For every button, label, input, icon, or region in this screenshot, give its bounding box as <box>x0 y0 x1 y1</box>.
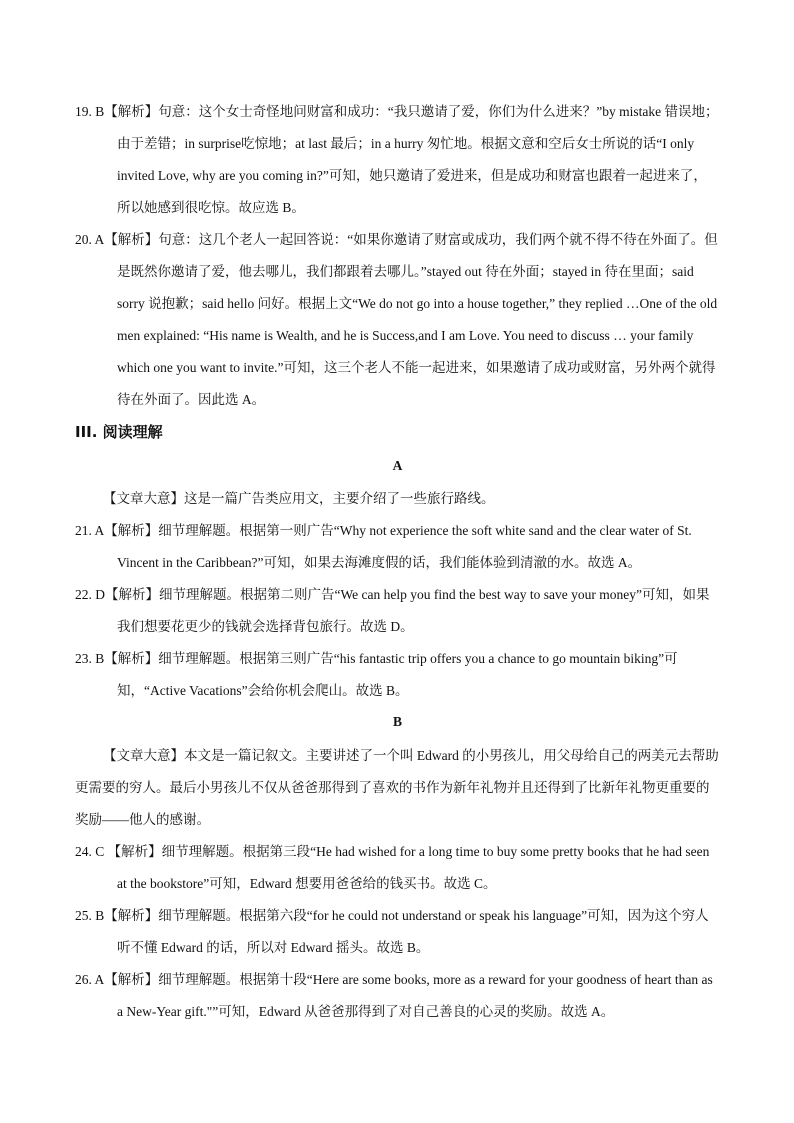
passage-a-label: A <box>392 458 403 473</box>
answer-23: 23. B【解析】细节理解题。根据第三则广告“his fantastic trip offers you a chance to go mountain biking”可知，“Active Vacations”会给你机会爬山。故选 B。 <box>75 651 678 698</box>
passage-a-block <box>75 483 720 707</box>
passage-a-summary: 【文章大意】这是一篇广告类应用文，主要介绍了一些旅行路线。 <box>103 491 495 506</box>
answer-20: 20. A【解析】句意：这几个老人一起回答说：“如果你邀请了财富或成功，我们两个就不得不待在外面了。但是既然你邀请了爱，他去哪儿，我们都跟着去哪儿。”stayed out 待在外面；stayed in 待在里面；said sorry 说抱歉；said hello 问好。根据上文“We do not go into a house together,” they replied …One of the old men explained: “His name is Wealth, and he is Success,and I am Love. You need to discuss … your family which one you want to invite.”可知，这三个老人不能一起进来，如果邀请了成功或财富，另外两个就得待在外面了。因此选 A。 <box>75 232 718 407</box>
passage-b-label: B <box>392 714 402 729</box>
passage-b-block <box>75 740 720 1028</box>
answer-25: 25. B【解析】细节理解题。根据第六段“for he could not understand or speak his language”可知，因为这个穷人听不懂 Edward 的话，所以对 Edward 摇头。故选 B。 <box>75 908 709 955</box>
answer-24: 24. C 【解析】细节理解题。根据第三段“He had wished for a long time to buy some pretty books that he had seen at the bookstore”可知，Edward 想要用爸爸给的钱买书。故选 C。 <box>75 844 710 891</box>
answer-block-top <box>75 96 720 416</box>
answer-26: 26. A【解析】细节理解题。根据第十段“Here are some books, more as a reward for your goodness of heart than as a New-Year gift."”可知，Edward 从爸爸那得到了对自己善良的心灵的奖励。故选 A。 <box>75 972 713 1019</box>
answer-22: 22. D【解析】细节理解题。根据第二则广告“We can help you find the best way to save your money”可知，如果我们想要花更少的钱就会选择背包旅行。故选 D。 <box>75 587 710 634</box>
section-heading: III. 阅读理解 <box>75 423 163 441</box>
answer-19: 19. B【解析】句意：这个女士奇怪地问财富和成功：“我只邀请了爱，你们为什么进来？”by mistake 错误地；由于差错；in surprise吃惊地；at last 最后；in a hurry 匆忙地。根据文意和空后女士所说的话“I only invited Love, why are you coming in?”可知，她只邀请了爱进来，但是成功和财富也跟着一起进来了，所以她感到很吃惊。故应选 B。 <box>75 104 719 215</box>
answer-21: 21. A【解析】细节理解题。根据第一则广告“Why not experience the soft white sand and the clear water of St. Vincent in the Caribbean?”可知，如果去海滩度假的话，我们能体验到清澈的水。故选 A。 <box>75 523 692 570</box>
passage-b-summary: 【文章大意】本文是一篇记叙文。主要讲述了一个叫 Edward 的小男孩儿，用父母给自己的两美元去帮助更需要的穷人。最后小男孩儿不仅从爸爸那得到了喜欢的书作为新年礼物并且还得到了比新年礼物更重要的奖励——他人的感谢。 <box>75 748 719 827</box>
